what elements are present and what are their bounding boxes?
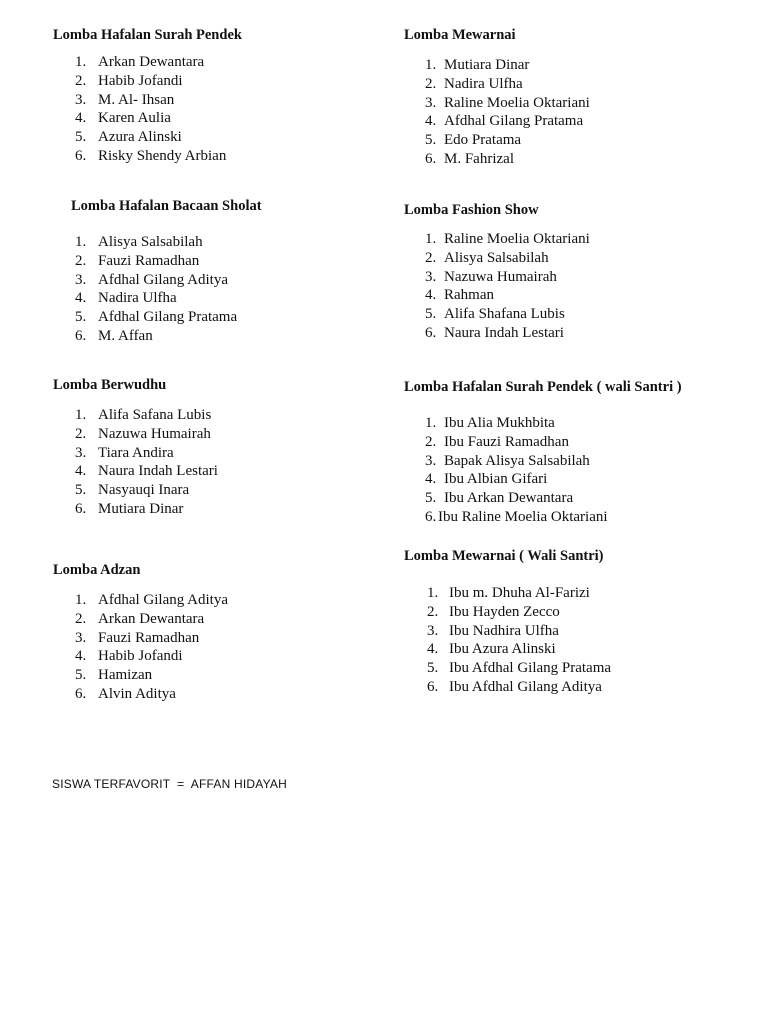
list-item: 1. Ibu m. Dhuha Al-Farizi bbox=[427, 585, 590, 601]
list-item: 1. Raline Moelia Oktariani bbox=[425, 231, 590, 247]
list-item: 1. Ibu Alia Mukhbita bbox=[425, 415, 555, 431]
participant-list bbox=[425, 56, 590, 169]
favorite-student-note: SISWA TERFAVORIT = AFFAN HIDAYAH bbox=[52, 777, 287, 791]
participant-list bbox=[75, 591, 228, 704]
list-item: 2. Ibu Fauzi Ramadhan bbox=[425, 433, 569, 450]
list-item: 1. Alisya Salsabilah bbox=[75, 234, 203, 250]
list-item: 4. Ibu Albian Gifari bbox=[425, 471, 548, 488]
list-item: 4. Ibu Azura Alinski bbox=[427, 641, 556, 658]
section-title: Lomba Mewarnai bbox=[404, 27, 516, 43]
list-item: 5. Nasyauqi Inara bbox=[75, 482, 190, 499]
participant-list bbox=[425, 414, 682, 527]
list-item: 3. Tiara Andira bbox=[75, 444, 174, 461]
list-item: 4. Rahman bbox=[425, 287, 494, 304]
list-item: 4. Karen Aulia bbox=[75, 110, 171, 127]
participant-list bbox=[425, 230, 590, 343]
list-item: 6. Mutiara Dinar bbox=[75, 500, 184, 517]
section-hafalan-surah-wali-santri bbox=[404, 378, 682, 527]
section-title: Lomba Hafalan Surah Pendek ( wali Santri ) bbox=[404, 379, 682, 395]
list-item: 2. Ibu Hayden Zecco bbox=[427, 603, 560, 620]
list-item: 6. Alvin Aditya bbox=[75, 685, 176, 702]
list-item: 6. Ibu Raline Moelia Oktariani bbox=[425, 508, 608, 525]
list-item: 5. Hamizan bbox=[75, 667, 153, 684]
list-item: 3. Raline Moelia Oktariani bbox=[425, 94, 590, 111]
participant-list bbox=[75, 53, 242, 166]
list-item: 6. M. Fahrizal bbox=[425, 150, 514, 167]
section-title: Lomba Fashion Show bbox=[404, 202, 539, 218]
list-item: 6. Ibu Afdhal Gilang Aditya bbox=[427, 678, 602, 695]
list-item: 3. Fauzi Ramadhan bbox=[75, 629, 200, 646]
list-item: 5. Afdhal Gilang Pratama bbox=[75, 309, 238, 326]
list-item: 2. Nadira Ulfha bbox=[425, 75, 523, 92]
list-item: 6. M. Affan bbox=[75, 327, 153, 344]
list-item: 5. Ibu Afdhal Gilang Pratama bbox=[427, 660, 612, 677]
section-title: Lomba Berwudhu bbox=[53, 377, 167, 393]
participant-list bbox=[75, 406, 218, 519]
section-title: Lomba Adzan bbox=[53, 562, 141, 578]
list-item: 5. Ibu Arkan Dewantara bbox=[425, 490, 574, 507]
section-hafalan-bacaan-sholat bbox=[53, 197, 262, 346]
list-item: 2. Fauzi Ramadhan bbox=[75, 252, 200, 269]
list-item: 4. Nadira Ulfha bbox=[75, 290, 177, 307]
list-item: 5. Edo Pratama bbox=[425, 132, 522, 149]
section-title: Lomba Mewarnai ( Wali Santri) bbox=[404, 548, 604, 564]
list-item: 2. Habib Jofandi bbox=[75, 72, 183, 89]
section-mewarnai-wali-santri bbox=[404, 547, 611, 697]
list-item: 4. Afdhal Gilang Pratama bbox=[425, 113, 584, 130]
participant-list bbox=[427, 584, 611, 697]
list-item: 3. Nazuwa Humairah bbox=[425, 268, 557, 285]
section-title: Lomba Hafalan Surah Pendek bbox=[53, 27, 242, 43]
list-item: 4. Naura Indah Lestari bbox=[75, 463, 218, 480]
list-item: 3. M. Al- Ihsan bbox=[75, 91, 175, 108]
list-item: 5. Azura Alinski bbox=[75, 129, 182, 146]
list-item: 1. Alifa Safana Lubis bbox=[75, 407, 212, 423]
list-item: 1. Mutiara Dinar bbox=[425, 57, 530, 73]
list-item: 2. Alisya Salsabilah bbox=[425, 249, 549, 266]
list-item: 6. Risky Shendy Arbian bbox=[75, 147, 227, 164]
list-item: 3. Ibu Nadhira Ulfha bbox=[427, 622, 559, 639]
section-mewarnai bbox=[404, 26, 590, 169]
list-item: 5. Alifa Shafana Lubis bbox=[425, 306, 565, 323]
section-title: Lomba Hafalan Bacaan Sholat bbox=[71, 198, 262, 214]
list-item: 1. Afdhal Gilang Aditya bbox=[75, 592, 228, 608]
section-adzan bbox=[53, 561, 228, 704]
section-hafalan-surah-pendek bbox=[53, 26, 242, 166]
section-fashion-show bbox=[404, 201, 590, 343]
list-item: 3. Bapak Alisya Salsabilah bbox=[425, 452, 590, 469]
list-item: 3. Afdhal Gilang Aditya bbox=[75, 271, 228, 288]
section-berwudhu bbox=[53, 376, 218, 519]
list-item: 6. Naura Indah Lestari bbox=[425, 324, 564, 341]
list-item: 4. Habib Jofandi bbox=[75, 648, 183, 665]
list-item: 1. Arkan Dewantara bbox=[75, 54, 205, 70]
list-item: 2. Nazuwa Humairah bbox=[75, 425, 211, 442]
list-item: 2. Arkan Dewantara bbox=[75, 610, 205, 627]
participant-list bbox=[75, 233, 262, 346]
